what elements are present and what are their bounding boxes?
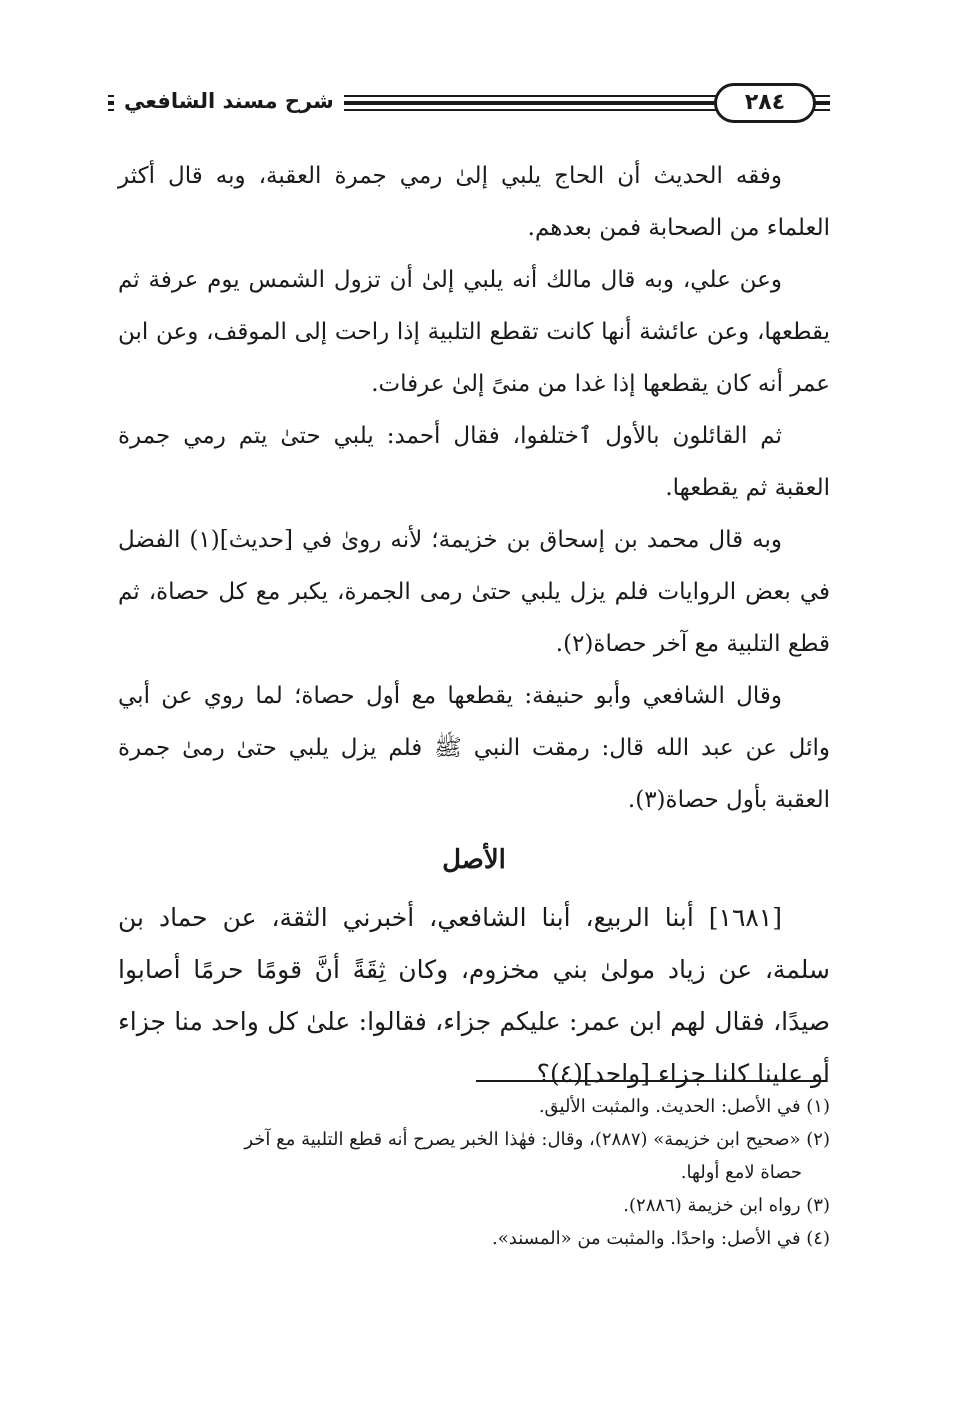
section-heading: الأصل [442, 845, 506, 875]
book-title: شرح مسند الشافعي [114, 84, 344, 118]
commentary-paragraph: وقال الشافعي وأبو حنيفة: يقطعها مع أول حصاة؛ لما روي عن أبي وائل عن عبد الله قال: رمقت النبي ﷺ فلم يزل يلبي حتىٰ رمىٰ جمرة العقبة بأول حصاة(٣). [118, 683, 830, 813]
footnote-1: (١) في الأصل: الحديث. والمثبت الأليق. [538, 1096, 830, 1117]
footnote-4: (٤) في الأصل: واحدًا. والمثبت من «المسند». [492, 1228, 830, 1249]
footnote-2-continuation: حصاة لامع أولها. [680, 1162, 802, 1183]
commentary-paragraph: وبه قال محمد بن إسحاق بن خزيمة؛ لأنه روىٰ في [حديث](١) الفضل في بعض الروايات فلم يزل يلبي حتىٰ رمى الجمرة، يكبر مع كل حصاة، ثم قطع التلبية مع آخر حصاة(٢). [118, 527, 830, 657]
asl-paragraph: [١٦٨١] أبنا الربيع، أبنا الشافعي، أخبرني الثقة، عن حماد بن سلمة، عن زياد مولىٰ بني مخزوم، وكان ثِقَةً أنَّ قومًا حرمًا أصابوا صيدًا، فقال لهم ابن عمر: عليكم جزاء، فقالوا: علىٰ كل واحد منا جزاء أو علينا كلنا جزاء [واحد](٤)؟ [118, 903, 830, 1088]
commentary-paragraph: وفقه الحديث أن الحاج يلبي إلىٰ رمي جمرة العقبة، وبه قال أكثر العلماء من الصحابة فمن بعدهم. [118, 163, 830, 241]
footnotes [108, 1090, 830, 1255]
asl-block [118, 892, 830, 1100]
page-number: ٢٨٤ [714, 83, 816, 123]
commentary-paragraph: وعن علي، وبه قال مالك أنه يلبي إلىٰ أن تزول الشمس يوم عرفة ثم يقطعها، وعن عائشة أنها كانت تقطع التلبية إذا راحت إلى الموقف، وعن ابن عمر أنه كان يقطعها إذا غدا من منىً إلىٰ عرفات. [118, 267, 830, 397]
footnote-separator [476, 1080, 826, 1082]
commentary-paragraph: ثم القائلون بالأول ٱختلفوا، فقال أحمد: يلبي حتىٰ يتم رمي جمرة العقبة ثم يقطعها. [118, 423, 830, 501]
running-header [108, 78, 830, 128]
main-text [118, 150, 830, 1100]
footnote-3: (٣) رواه ابن خزيمة (٢٨٨٦). [623, 1195, 830, 1216]
footnote-2: (٢) «صحيح ابن خزيمة» (٢٨٨٧)، وقال: فهٰذا الخبر يصرح أنه قطع التلبية مع آخر [244, 1129, 830, 1150]
